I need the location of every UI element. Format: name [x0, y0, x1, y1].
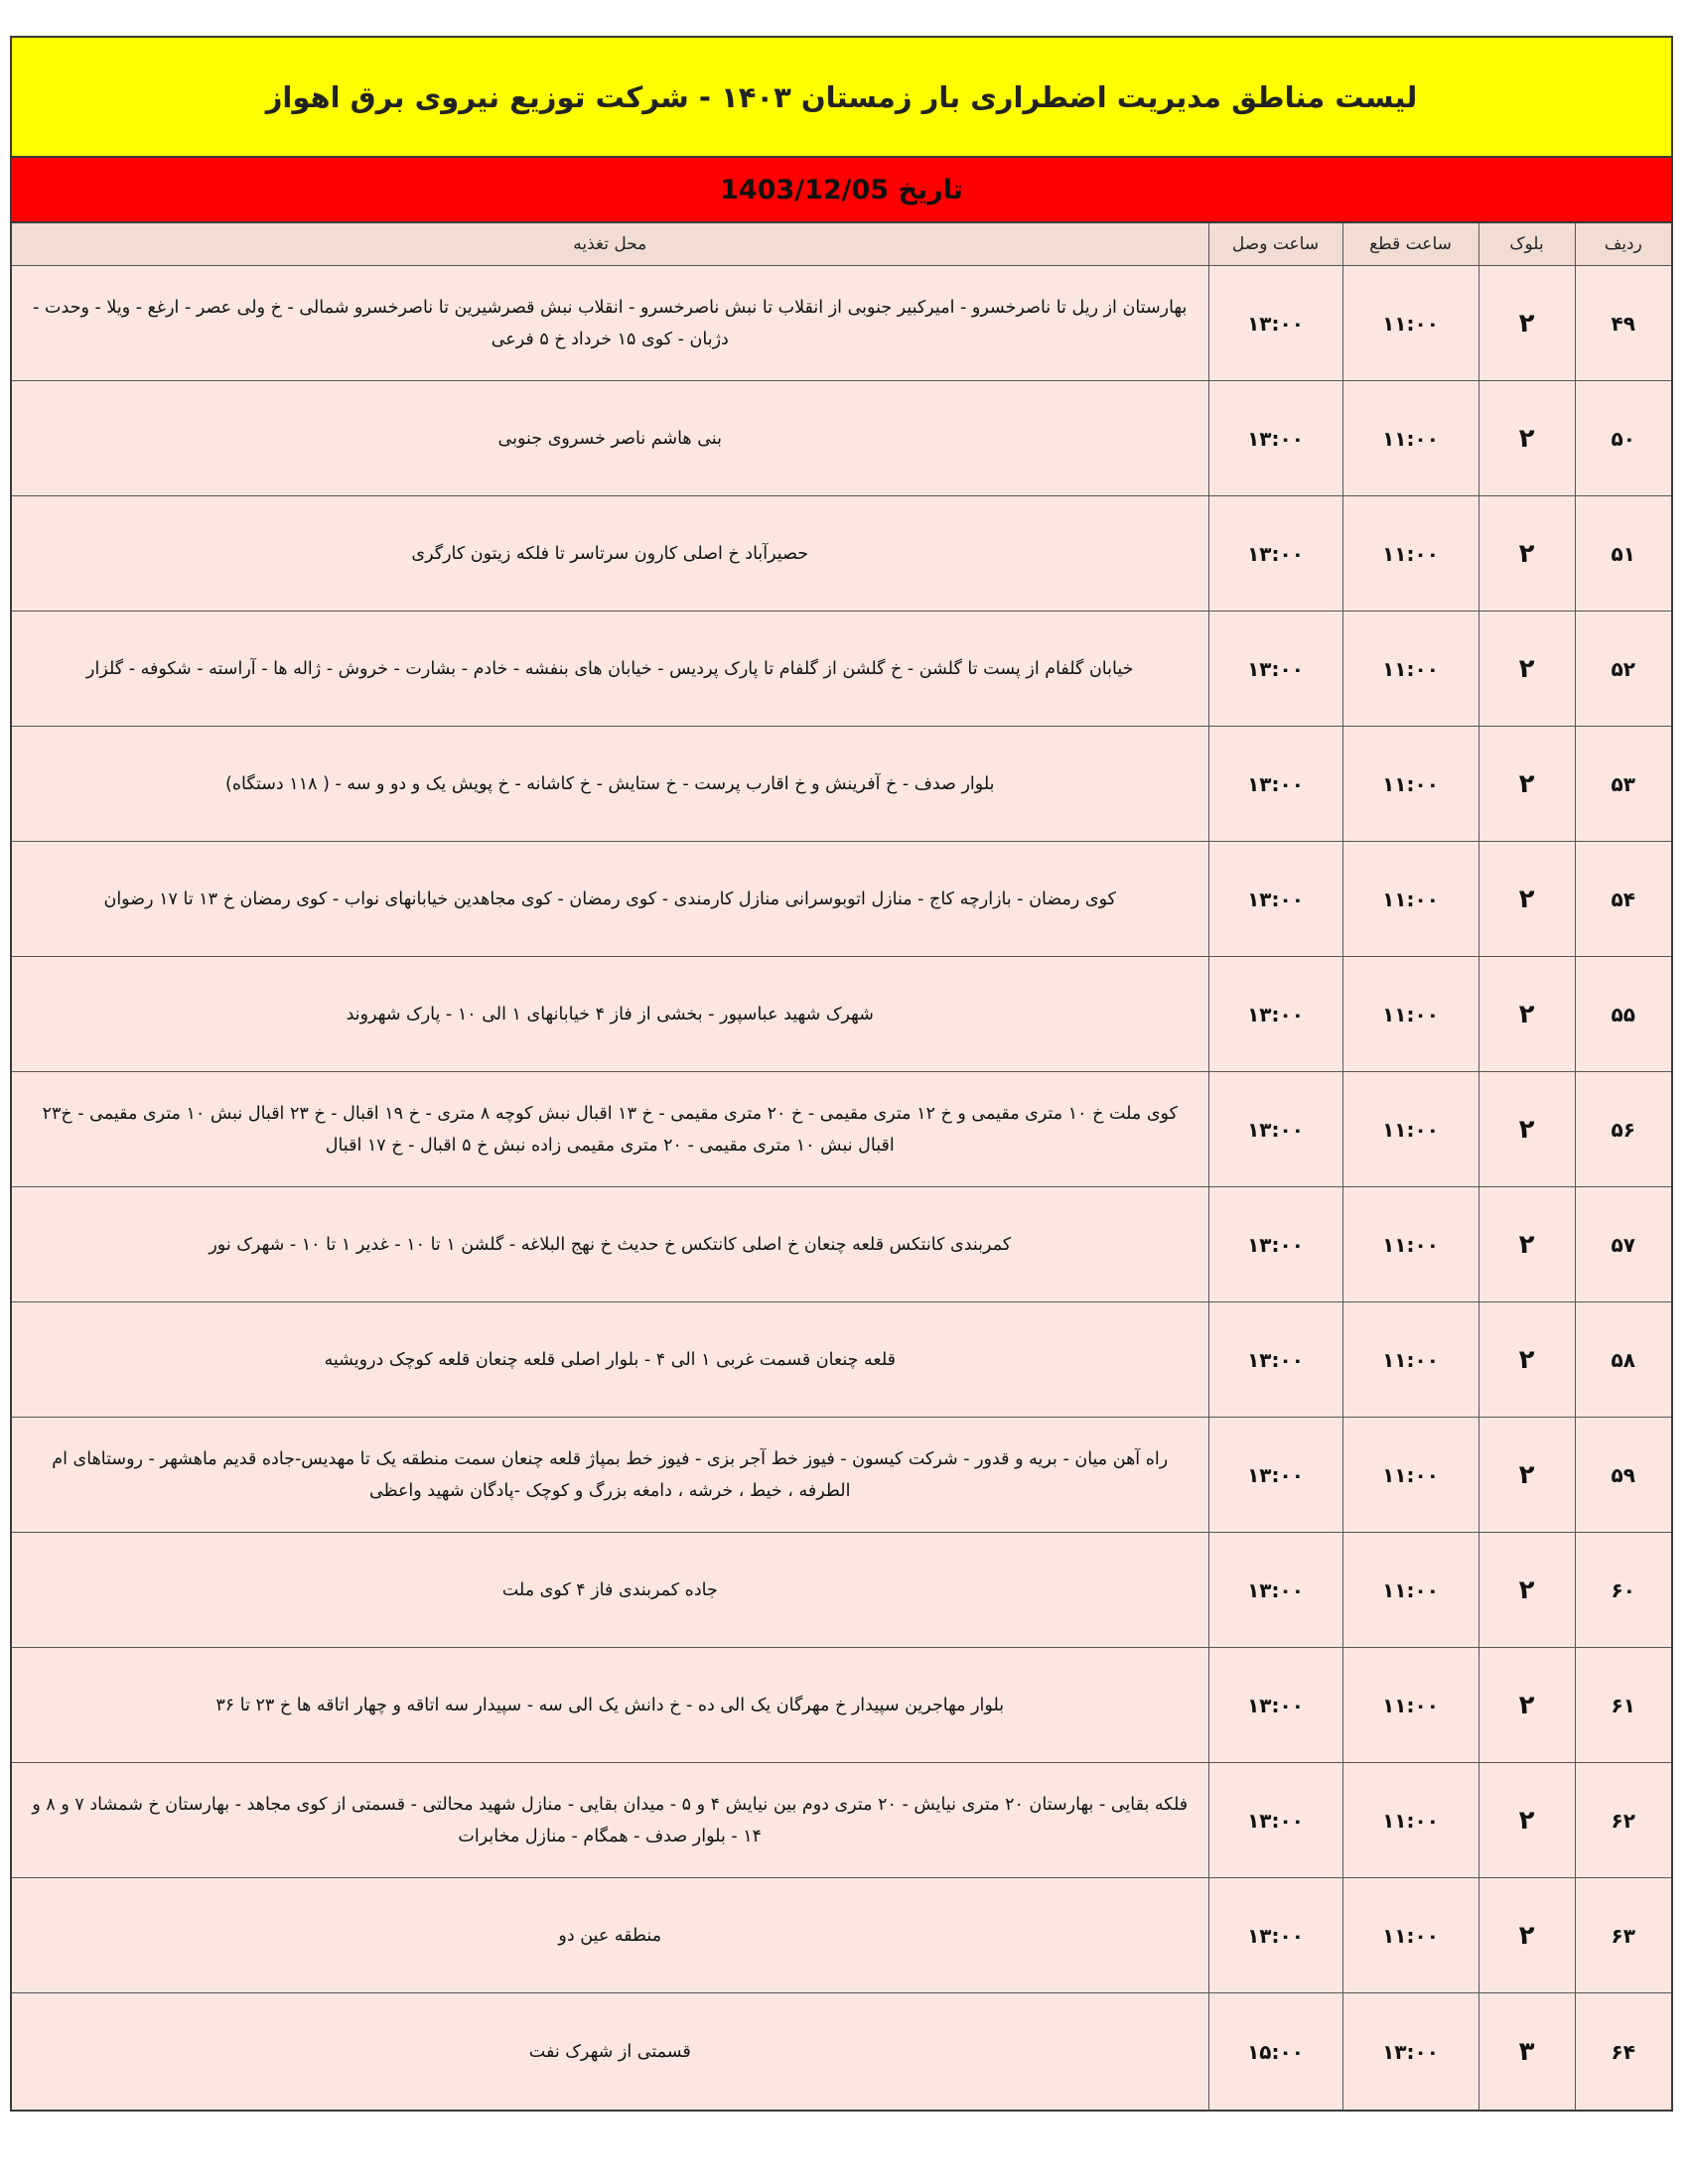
location-cell: خیابان گلفام از پست تا گلشن - خ گلشن از گلفام تا پارک پردیس - خیابان های بنفشه - خادم - بشارت - خروش - ژاله ها - آراسته - شکوفه - گلزار [12, 612, 1208, 727]
location-cell: بهارستان از ریل تا ناصرخسرو - امیرکبیر جنوبی از انقلاب تا نبش ناصرخسرو - انقلاب نبش قصرشیرین تا ناصرخسرو شمالی - خ ولی عصر - ارغع - ویلا - وحدت - دژبان - کوی ۱۵ خرداد خ ۵ فرعی [12, 266, 1208, 381]
location-cell: قسمتی از شهرک نفت [12, 1993, 1208, 2111]
block-cell: ۲ [1478, 612, 1575, 727]
table-row [12, 381, 1671, 496]
block-cell: ۲ [1478, 1648, 1575, 1763]
location-cell: فلکه بقایی - بهارستان ۲۰ متری نیایش - ۲۰ متری دوم بین نیایش ۴ و ۵ - میدان بقایی - منازل شهید محالتی - قسمتی از کوی مجاهد - بهارستان خ شمشاد ۷ و ۸ و ۱۴ - بلوار صدف - همگام - منازل مخابرات [12, 1763, 1208, 1878]
connect-time-cell: ۱۳:۰۰ [1208, 727, 1342, 842]
cut-time-cell: ۱۱:۰۰ [1342, 1648, 1478, 1763]
row-number-cell: ۶۳ [1575, 1878, 1671, 1993]
cut-time-cell: ۱۱:۰۰ [1342, 727, 1478, 842]
row-number-cell: ۵۶ [1575, 1072, 1671, 1187]
location-cell: راه آهن میان - بریه و قدور - شرکت کیسون - فیوز خط آجر بزی - فیوز خط بمپاژ قلعه چنعان سمت منطقه یک تا مهدیس-جاده قدیم ماهشهر - روستاهای ام الطرفه ، خیط ، خرشه ، دامغه بزرگ و کوچک -پادگان شهید واعظی [12, 1418, 1208, 1533]
connect-time-cell: ۱۳:۰۰ [1208, 1072, 1342, 1187]
row-number-cell: ۵۷ [1575, 1187, 1671, 1302]
connect-time-cell: ۱۳:۰۰ [1208, 1763, 1342, 1878]
table-row [12, 1993, 1671, 2111]
block-cell: ۲ [1478, 496, 1575, 612]
connect-time-cell: ۱۳:۰۰ [1208, 1878, 1342, 1993]
cut-time-cell: ۱۱:۰۰ [1342, 1763, 1478, 1878]
row-number-cell: ۶۰ [1575, 1533, 1671, 1648]
block-cell: ۲ [1478, 957, 1575, 1072]
outage-schedule-sheet [10, 36, 1673, 2112]
date-banner: تاریخ 1403/12/05 [12, 158, 1671, 223]
page-title: لیست مناطق مدیریت اضطراری بار زمستان ۱۴۰۳ - شرکت توزیع نیروی برق اهواز [12, 38, 1671, 158]
cut-time-cell: ۱۱:۰۰ [1342, 842, 1478, 957]
table-row [12, 842, 1671, 957]
table-body [12, 266, 1671, 2111]
block-cell: ۲ [1478, 1187, 1575, 1302]
block-cell: ۲ [1478, 1418, 1575, 1533]
connect-time-cell: ۱۳:۰۰ [1208, 1533, 1342, 1648]
location-cell: منطقه عین دو [12, 1878, 1208, 1993]
row-number-cell: ۶۴ [1575, 1993, 1671, 2111]
location-cell: قلعه چنعان قسمت غربی ۱ الی ۴ - بلوار اصلی قلعه چنعان قلعه کوچک درویشیه [12, 1302, 1208, 1418]
row-number-cell: ۵۴ [1575, 842, 1671, 957]
block-cell: ۲ [1478, 381, 1575, 496]
column-header-connect-time: ساعت وصل [1208, 223, 1342, 266]
connect-time-cell: ۱۳:۰۰ [1208, 1187, 1342, 1302]
block-cell: ۲ [1478, 1533, 1575, 1648]
block-cell: ۲ [1478, 266, 1575, 381]
row-number-cell: ۶۲ [1575, 1763, 1671, 1878]
location-cell: جاده کمربندی فاز ۴ کوی ملت [12, 1533, 1208, 1648]
table-row [12, 1072, 1671, 1187]
row-number-cell: ۵۸ [1575, 1302, 1671, 1418]
location-cell: بلوار مهاجرین سپیدار خ مهرگان یک الی ده - خ دانش یک الی سه - سپیدار سه اتاقه و چهار اتاقه ها خ ۲۳ تا ۳۶ [12, 1648, 1208, 1763]
location-cell: بنی هاشم ناصر خسروی جنوبی [12, 381, 1208, 496]
row-number-cell: ۵۲ [1575, 612, 1671, 727]
connect-time-cell: ۱۳:۰۰ [1208, 496, 1342, 612]
cut-time-cell: ۱۱:۰۰ [1342, 1187, 1478, 1302]
table-row [12, 1648, 1671, 1763]
row-number-cell: ۵۹ [1575, 1418, 1671, 1533]
column-header-location: محل تغذیه [12, 223, 1208, 266]
column-header-cut-time: ساعت قطع [1342, 223, 1478, 266]
connect-time-cell: ۱۳:۰۰ [1208, 612, 1342, 727]
row-number-cell: ۶۱ [1575, 1648, 1671, 1763]
row-number-cell: ۵۰ [1575, 381, 1671, 496]
table-row [12, 1187, 1671, 1302]
block-cell: ۳ [1478, 1993, 1575, 2111]
block-cell: ۲ [1478, 727, 1575, 842]
column-header-row-number: ردیف [1575, 223, 1671, 266]
cut-time-cell: ۱۱:۰۰ [1342, 1302, 1478, 1418]
cut-time-cell: ۱۱:۰۰ [1342, 1533, 1478, 1648]
cut-time-cell: ۱۱:۰۰ [1342, 266, 1478, 381]
cut-time-cell: ۱۱:۰۰ [1342, 957, 1478, 1072]
table-row [12, 1533, 1671, 1648]
location-cell: حصیرآباد خ اصلی کارون سرتاسر تا فلکه زیتون کارگری [12, 496, 1208, 612]
location-cell: کوی رمضان - بازارچه کاج - منازل اتوبوسرانی منازل کارمندی - کوی رمضان - کوی مجاهدین خیابانهای نواب - کوی رمضان خ ۱۳ تا ۱۷ رضوان [12, 842, 1208, 957]
location-cell: بلوار صدف - خ آفرینش و خ اقارب پرست - خ ستایش - خ کاشانه - خ پویش یک و دو و سه - ( ۱۱۸ دستگاه) [12, 727, 1208, 842]
table-row [12, 727, 1671, 842]
row-number-cell: ۵۵ [1575, 957, 1671, 1072]
connect-time-cell: ۱۵:۰۰ [1208, 1993, 1342, 2111]
cut-time-cell: ۱۱:۰۰ [1342, 1878, 1478, 1993]
table-header-row [12, 223, 1671, 266]
block-cell: ۲ [1478, 1878, 1575, 1993]
location-cell: کوی ملت خ ۱۰ متری مقیمی و خ ۱۲ متری مقیمی - خ ۲۰ متری مقیمی - خ ۱۳ اقبال نبش کوچه ۸ متری - خ ۱۹ اقبال - خ ۲۳ اقبال نبش ۱۰ متری مقیمی - خ۲۳ اقبال نبش ۱۰ متری مقیمی - ۲۰ متری مقیمی زاده نبش خ ۵ اقبال - خ ۱۷ اقبال [12, 1072, 1208, 1187]
table-row [12, 1763, 1671, 1878]
table-row [12, 1302, 1671, 1418]
cut-time-cell: ۱۱:۰۰ [1342, 612, 1478, 727]
block-cell: ۲ [1478, 1302, 1575, 1418]
cut-time-cell: ۱۱:۰۰ [1342, 1418, 1478, 1533]
cut-time-cell: ۱۱:۰۰ [1342, 381, 1478, 496]
table-row [12, 612, 1671, 727]
connect-time-cell: ۱۳:۰۰ [1208, 1418, 1342, 1533]
cut-time-cell: ۱۳:۰۰ [1342, 1993, 1478, 2111]
connect-time-cell: ۱۳:۰۰ [1208, 957, 1342, 1072]
column-header-block: بلوک [1478, 223, 1575, 266]
row-number-cell: ۵۱ [1575, 496, 1671, 612]
row-number-cell: ۵۳ [1575, 727, 1671, 842]
table-row [12, 266, 1671, 381]
connect-time-cell: ۱۳:۰۰ [1208, 381, 1342, 496]
block-cell: ۲ [1478, 1072, 1575, 1187]
table-row [12, 1878, 1671, 1993]
connect-time-cell: ۱۳:۰۰ [1208, 1648, 1342, 1763]
table-row [12, 957, 1671, 1072]
cut-time-cell: ۱۱:۰۰ [1342, 496, 1478, 612]
connect-time-cell: ۱۳:۰۰ [1208, 266, 1342, 381]
connect-time-cell: ۱۳:۰۰ [1208, 842, 1342, 957]
row-number-cell: ۴۹ [1575, 266, 1671, 381]
block-cell: ۲ [1478, 842, 1575, 957]
block-cell: ۲ [1478, 1763, 1575, 1878]
schedule-table [12, 223, 1671, 2110]
location-cell: کمربندی کانتکس قلعه چنعان خ اصلی کانتکس خ حدیث خ نهج البلاغه - گلشن ۱ تا ۱۰ - غدیر ۱ تا ۱۰ - شهرک نور [12, 1187, 1208, 1302]
table-row [12, 496, 1671, 612]
location-cell: شهرک شهید عباسپور - بخشی از فاز ۴ خیابانهای ۱ الی ۱۰ - پارک شهروند [12, 957, 1208, 1072]
table-row [12, 1418, 1671, 1533]
cut-time-cell: ۱۱:۰۰ [1342, 1072, 1478, 1187]
connect-time-cell: ۱۳:۰۰ [1208, 1302, 1342, 1418]
